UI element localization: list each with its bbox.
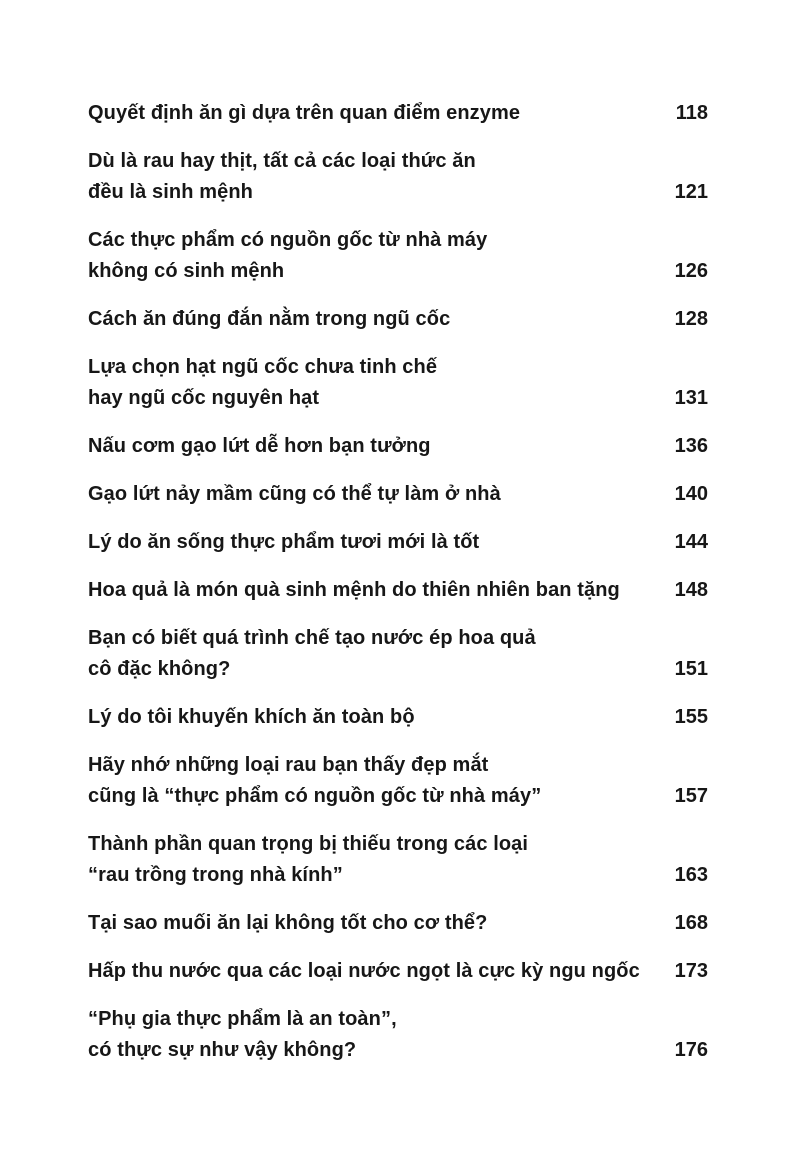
toc-entry — [88, 908, 708, 939]
toc-entry — [88, 479, 708, 510]
toc-page-number: 148 — [674, 579, 708, 601]
toc-entry-line: Bạn có biết quá trình chế tạo nước ép hoa quả — [88, 627, 536, 649]
toc-page-number: 136 — [674, 435, 708, 457]
toc-entry-title — [88, 956, 640, 987]
toc-entry-title — [88, 1004, 397, 1066]
toc-page-number: 144 — [674, 531, 708, 553]
toc-entry-title — [88, 702, 415, 733]
toc-entry-title — [88, 479, 501, 510]
toc-entry-line: “Phụ gia thực phẩm là an toàn”, — [88, 1008, 397, 1030]
toc-entry — [88, 575, 708, 606]
toc-entry-line: cô đặc không? — [88, 658, 231, 680]
toc-entry-line: Cách ăn đúng đắn nằm trong ngũ cốc — [88, 308, 451, 330]
toc-entry — [88, 829, 708, 891]
toc-entry-line: cũng là “thực phẩm có nguồn gốc từ nhà máy” — [88, 785, 542, 807]
toc-entry-title — [88, 527, 479, 558]
toc-page-number: 131 — [674, 387, 708, 409]
toc-page-number: 157 — [674, 785, 708, 807]
toc-entry-line: Tại sao muối ăn lại không tốt cho cơ thể? — [88, 912, 488, 934]
toc-entry — [88, 750, 708, 812]
toc-page-number: 176 — [674, 1039, 708, 1061]
toc-entry-line: có thực sự như vậy không? — [88, 1039, 357, 1061]
table-of-contents — [88, 98, 708, 1066]
toc-entry-line: Nấu cơm gạo lứt dễ hơn bạn tưởng — [88, 435, 431, 457]
toc-entry-line: Các thực phẩm có nguồn gốc từ nhà máy — [88, 229, 488, 251]
toc-entry-line: không có sinh mệnh — [88, 260, 285, 282]
toc-entry-line: Hãy nhớ những loại rau bạn thấy đẹp mắt — [88, 754, 489, 776]
toc-entry — [88, 527, 708, 558]
toc-entry — [88, 1004, 708, 1066]
toc-entry — [88, 304, 708, 335]
toc-page-number: 163 — [674, 864, 708, 886]
toc-entry — [88, 623, 708, 685]
toc-entry-line: Lý do ăn sống thực phẩm tươi mới là tốt — [88, 531, 480, 553]
toc-page-number: 151 — [674, 658, 708, 680]
toc-entry-line: “rau trồng trong nhà kính” — [88, 864, 343, 886]
toc-entry-line: Lý do tôi khuyến khích ăn toàn bộ — [88, 706, 415, 728]
toc-entry-title — [88, 623, 536, 685]
toc-entry-line: đều là sinh mệnh — [88, 181, 253, 203]
toc-entry-line: Quyết định ăn gì dựa trên quan điểm enzyme — [88, 102, 521, 124]
toc-entry — [88, 98, 708, 129]
toc-entry-title — [88, 750, 541, 812]
toc-page-number: 126 — [674, 260, 708, 282]
toc-entry-title — [88, 146, 476, 208]
toc-entry-title — [88, 829, 528, 891]
toc-page-number: 140 — [674, 483, 708, 505]
toc-entry-line: hay ngũ cốc nguyên hạt — [88, 387, 320, 409]
toc-entry-line: Hấp thu nước qua các loại nước ngọt là cực kỳ ngu ngốc — [88, 960, 640, 982]
toc-page-number: 121 — [674, 181, 708, 203]
toc-entry — [88, 146, 708, 208]
toc-page-number: 128 — [674, 308, 708, 330]
toc-entry-title — [88, 304, 450, 335]
toc-entry-line: Thành phần quan trọng bị thiếu trong các loại — [88, 833, 529, 855]
toc-entry-title — [88, 98, 520, 129]
toc-page-number: 118 — [675, 102, 708, 124]
toc-entry — [88, 225, 708, 287]
toc-entry — [88, 956, 708, 987]
toc-page-number: 155 — [674, 706, 708, 728]
toc-entry-title — [88, 575, 620, 606]
toc-entry — [88, 702, 708, 733]
toc-entry-title — [88, 431, 431, 462]
toc-entry-line: Hoa quả là món quà sinh mệnh do thiên nhiên ban tặng — [88, 579, 620, 601]
toc-entry-title — [88, 352, 437, 414]
toc-entry-line: Lựa chọn hạt ngũ cốc chưa tinh chế — [88, 356, 438, 378]
toc-entry-line: Gạo lứt nảy mầm cũng có thể tự làm ở nhà — [88, 483, 501, 505]
toc-entry-title — [88, 908, 487, 939]
toc-entry-line: Dù là rau hay thịt, tất cả các loại thức ăn — [88, 150, 476, 172]
toc-page-number: 168 — [674, 912, 708, 934]
toc-entry-title — [88, 225, 487, 287]
toc-entry — [88, 431, 708, 462]
toc-entry — [88, 352, 708, 414]
toc-page-number: 173 — [674, 960, 708, 982]
